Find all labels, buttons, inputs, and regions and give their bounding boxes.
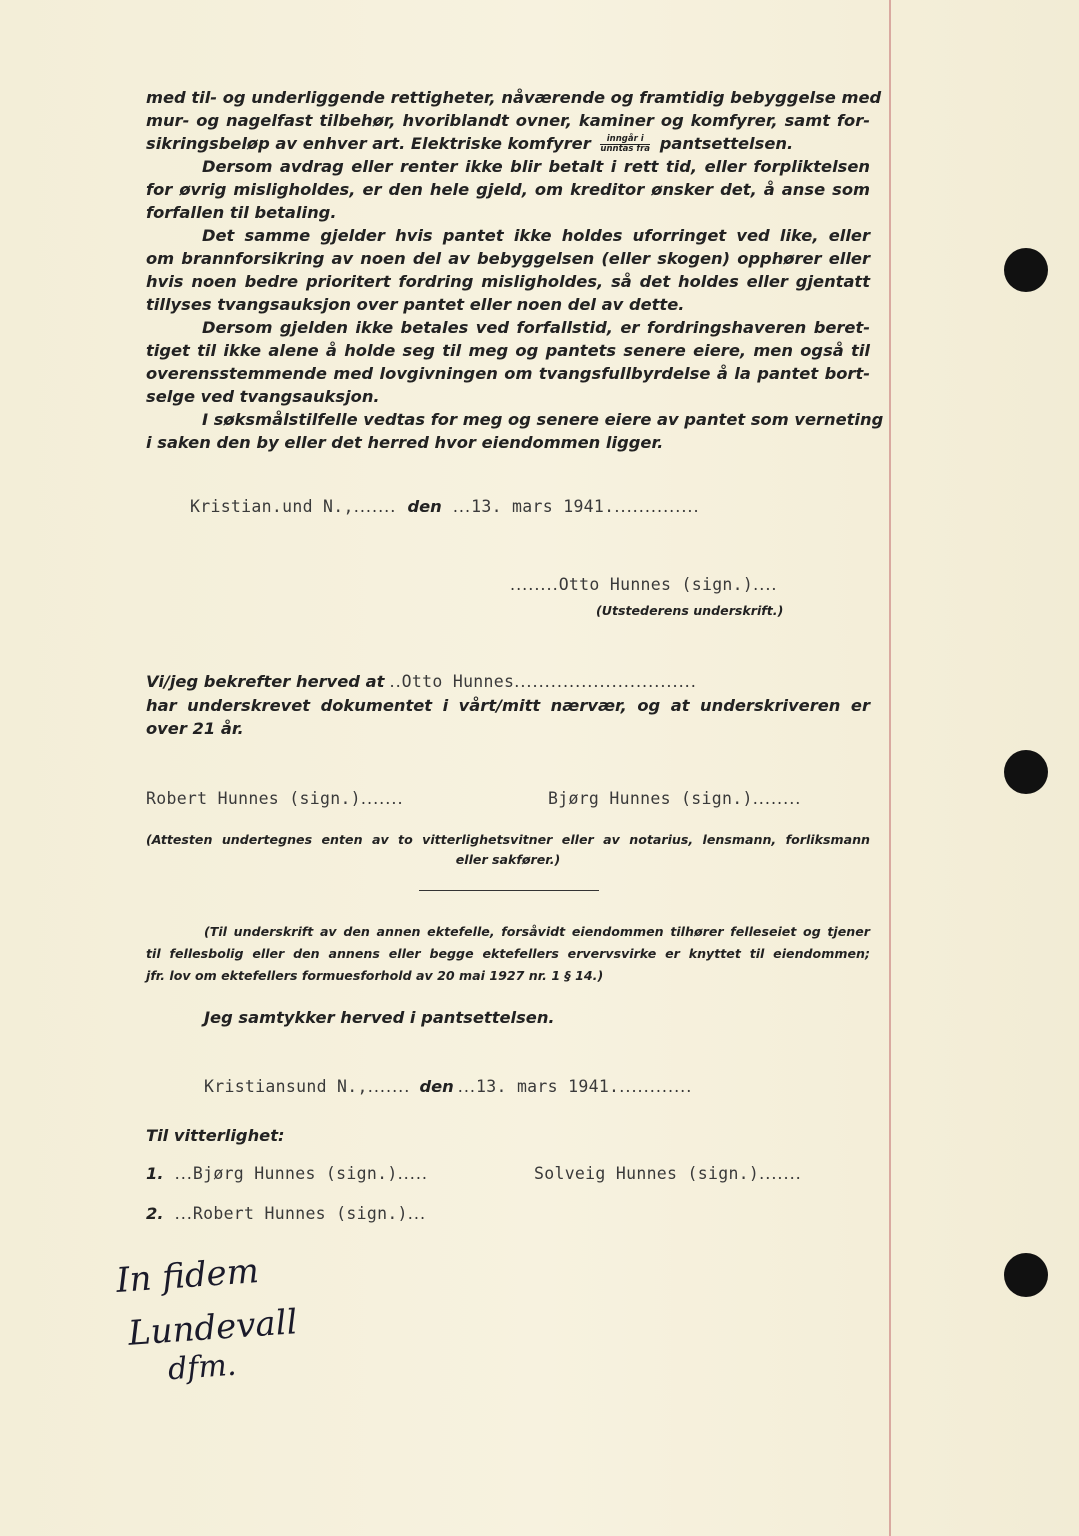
body-line: pantsettelsen. [659,134,794,153]
witness-row-1b [534,1164,802,1183]
place-date-line-2 [204,1077,692,1096]
issuer-signature: Otto Hunnes (sign.) [558,575,754,594]
witness-right-name: Bjørg Hunnes (sign.) [548,789,753,808]
punch-hole-top [1004,248,1048,292]
date-field: 13. mars 1941. [471,497,615,516]
witness-right [548,789,801,808]
dotted-leader: .... [753,575,778,594]
witness-1a: Bjørg Hunnes (sign.) [192,1164,398,1183]
witnessing-heading: Til vitterlighet: [146,1126,285,1145]
dotted-leader: ........ [752,789,802,808]
body-line: for øvrig misligholdes, er den hele gjeld, om kreditor ønsker det, å anse som [146,180,870,199]
fraction-top: inngår i [600,135,650,145]
spouse-note-line-3: jfr. lov om ektefellers formuesforhold av 20 mai 1927 nr. 1 § 14.) [146,968,604,983]
attest-line-1 [146,672,697,691]
spouse-note-line-1: (Til underskrift av den annen ektefelle, forsåvidt eiendommen tilhører felleseiet og tjener [204,924,870,939]
dotted-leader: ....... [367,1077,411,1096]
spouse-note-line-2: til fellesbolig eller den annens eller begge ektefellers ervervsvirke er knyttet til eiendommen; [146,946,870,961]
dotted-leader: ... [452,497,472,516]
fraction-inngar-unntas [600,135,650,154]
dotted-leader: .............. [614,497,700,516]
dotted-leader: ..... [397,1164,428,1183]
witness-row-2 [146,1204,426,1223]
witness-left [146,789,404,808]
handwritten-dfm: dfm. [166,1347,238,1388]
body-line-fraction [146,132,870,155]
issuer-signature-line [510,575,777,594]
dotted-leader: ........ [510,575,559,594]
body-line: Det samme gjelder hvis pantet ikke holdes uforringet ved like, eller [202,226,870,245]
dotted-leader: ... [174,1204,193,1223]
body-line: mur- og nagelfast tilbehør, hvoriblandt ovner, kaminer og komfyrer, samt for- [146,111,870,130]
dotted-leader: ....... [353,497,397,516]
attest-line-3: over 21 år. [146,719,244,738]
witness-2: Robert Hunnes (sign.) [192,1204,408,1223]
attest-name: Otto Hunnes [401,672,515,691]
place-field: Kristian.und N., [190,497,354,516]
place-field-2: Kristiansund N., [204,1077,368,1096]
body-text [146,86,884,454]
dotted-leader: .. [389,672,402,691]
dotted-leader: ....... [360,789,404,808]
witness-number-2: 2. [146,1204,164,1223]
den-label-2: den [419,1077,454,1096]
dotted-leader: ... [407,1204,427,1223]
body-line: sikringsbeløp av enhver art. Elektriske komfyrer [146,134,591,153]
body-line: Dersom gjelden ikke betales ved forfallstid, er fordringshaveren beret- [202,318,870,337]
dotted-leader: ............ [619,1077,693,1096]
body-line: hvis noen bedre prioritert fordring misligholdes, så det holdes eller gjentatt [146,272,870,291]
den-label: den [407,497,442,516]
issuer-caption: (Utstederens underskrift.) [596,603,784,618]
attest-note-line-2: eller sakfører.) [455,852,561,867]
body-line: forfallen til betaling. [146,203,337,222]
attest-line-2: har underskrevet dokumentet i vårt/mitt nærvær, og at underskriveren er [146,696,870,715]
date-field-2: 13. mars 1941. [476,1077,620,1096]
witness-1b: Solveig Hunnes (sign.) [534,1164,760,1183]
dotted-leader: ... [457,1077,477,1096]
place-date-line-1 [190,497,700,516]
fraction-bottom: unntas fra [600,144,651,154]
body-line: om brannforsikring av noen del av bebyggelsen (eller skogen) opphører eller [146,249,870,268]
witness-left-name: Robert Hunnes (sign.) [146,789,361,808]
margin-rule [889,0,891,1536]
dotted-leader: ... [174,1164,193,1183]
body-line: med til- og underliggende rettigheter, nåværende og framtidig bebyggelse med [146,88,882,107]
handwritten-signature: Lundevall [126,1302,299,1354]
consent-text: Jeg samtykker herved i pantsettelsen. [204,1008,555,1027]
witness-number-1: 1. [146,1164,164,1183]
body-line: selge ved tvangsauksjon. [146,387,380,406]
dotted-leader: .............................. [514,672,697,691]
punch-hole-middle [1004,750,1048,794]
attest-intro: Vi/jeg bekrefter herved at [146,672,385,691]
handwritten-in-fidem: In fidem [114,1251,261,1301]
divider-rule [419,890,599,891]
body-line: i saken den by eller det herred hvor eiendommen ligger. [146,433,664,452]
attest-note-line-1: (Attesten undertegnes enten av to vitterlighetsvitner eller av notarius, lensmann, forliksmann [146,832,870,847]
body-line: tiget til ikke alene å holde seg til meg og pantets senere eiere, men også til [146,341,870,360]
body-line: tillyses tvangsauksjon over pantet eller noen del av dette. [146,295,685,314]
body-line: I søksmålstilfelle vedtas for meg og senere eiere av pantet som verneting [202,410,884,429]
dotted-leader: ....... [759,1164,802,1183]
witness-row-1 [146,1164,428,1183]
body-line: Dersom avdrag eller renter ikke blir betalt i rett tid, eller forpliktelsen [202,157,870,176]
punch-hole-bottom [1004,1253,1048,1297]
body-line: overensstemmende med lovgivningen om tvangsfullbyrdelse å la pantet bort- [146,364,870,383]
